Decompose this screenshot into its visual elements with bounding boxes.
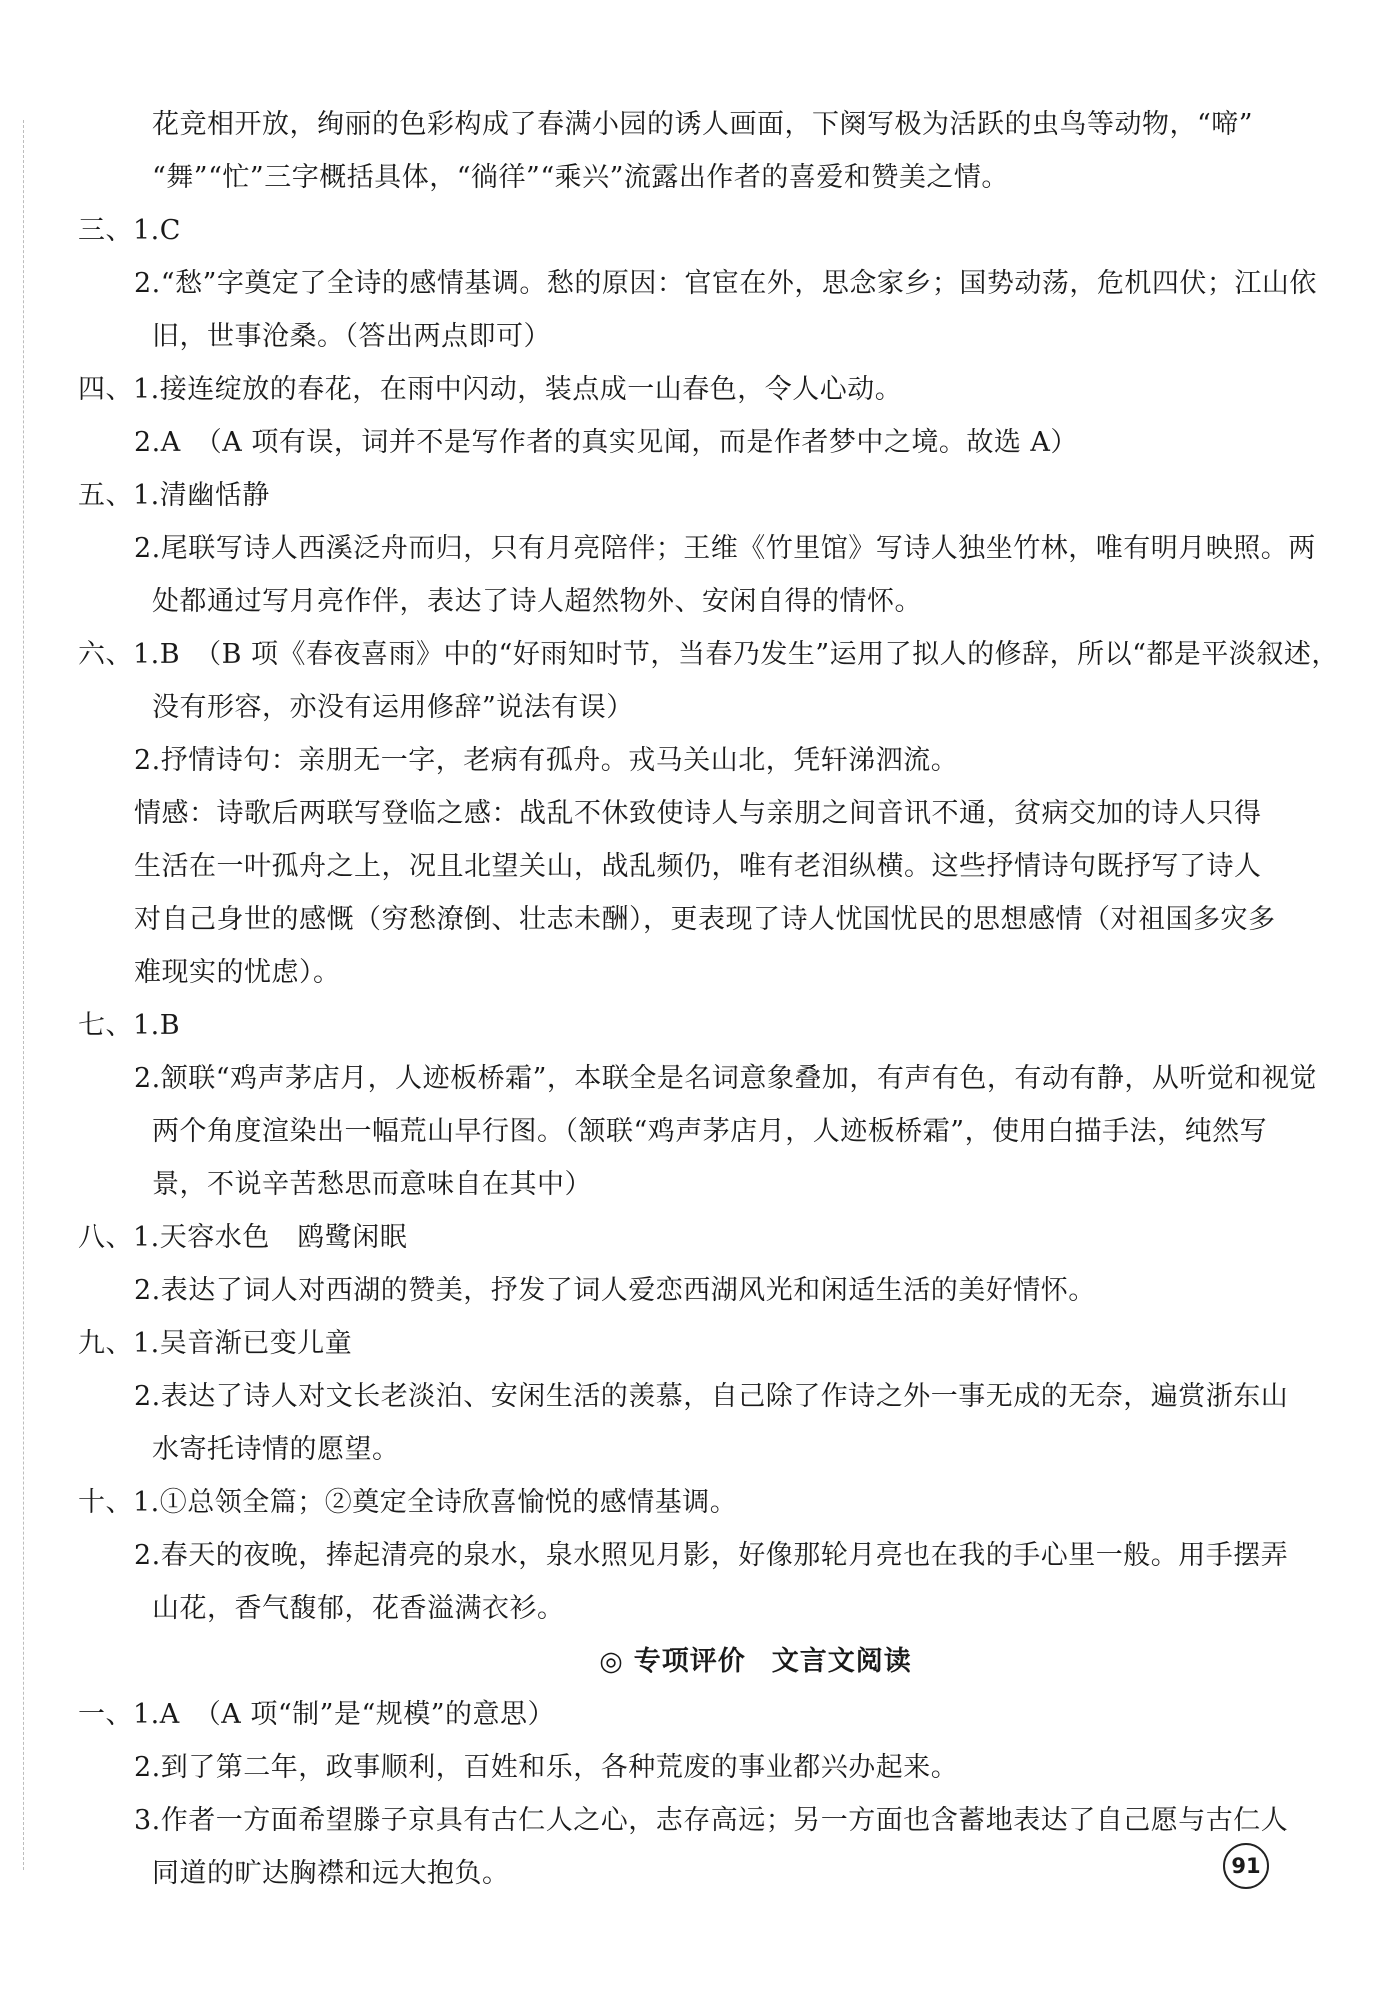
answer-line: 难现实的忧虑）。 bbox=[134, 957, 341, 988]
section-label: 专项评价 bbox=[633, 1646, 746, 1677]
answer-line: 处都通过写月亮作伴，表达了诗人超然物外、安闲自得的情怀。 bbox=[152, 586, 922, 617]
answer-line: 2.到了第二年，政事顺利，百姓和乐，各种荒废的事业都兴办起来。 bbox=[134, 1752, 959, 1783]
answer-line: 四、1.接连绽放的春花，在雨中闪动，装点成一山春色，令人心动。 bbox=[78, 374, 903, 405]
answer-line: 一、1.A （A 项“制”是“规模”的意思） bbox=[78, 1699, 556, 1730]
answer-line: 七、1.B bbox=[78, 1010, 181, 1041]
answer-line: 对自己身世的感慨（穷愁潦倒、壮志未酬），更表现了诗人忧国忧民的思想感情（对祖国多灾多 bbox=[134, 904, 1276, 935]
section-title: 文言文阅读 bbox=[771, 1646, 912, 1677]
answer-line: “舞”“忙”三字概括具体，“徜徉”“乘兴”流露出作者的喜爱和赞美之情。 bbox=[152, 162, 1009, 193]
answer-line: 2.春天的夜晚，捧起清亮的泉水，泉水照见月影，好像那轮月亮也在我的手心里一般。用手摆弄 bbox=[134, 1540, 1289, 1571]
answer-line: 2.A （A 项有误，词并不是写作者的真实见闻，而是作者梦中之境。故选 A） bbox=[134, 427, 1078, 458]
answer-line: 没有形容，亦没有运用修辞”说法有误） bbox=[152, 692, 634, 723]
answer-line: 八、1.天容水色 鸥鹭闲眠 bbox=[78, 1222, 408, 1253]
page-number: 91 bbox=[1223, 1843, 1269, 1889]
answer-line: 2.抒情诗句：亲朋无一字，老病有孤舟。戎马关山北，凭轩涕泗流。 bbox=[134, 745, 959, 776]
answer-line: 两个角度渲染出一幅荒山早行图。（颔联“鸡声茅店月，人迹板桥霜”，使用白描手法，纯然写 bbox=[152, 1116, 1268, 1147]
answer-line: 景，不说辛苦愁思而意味自在其中） bbox=[152, 1169, 592, 1200]
section-mark-icon: ◎ bbox=[599, 1646, 624, 1677]
section-heading bbox=[78, 1635, 1303, 1688]
answer-page bbox=[78, 98, 1339, 1900]
answer-line: 2.表达了词人对西湖的赞美，抒发了词人爱恋西湖风光和闲适生活的美好情怀。 bbox=[134, 1275, 1096, 1306]
answer-line: 花竞相开放，绚丽的色彩构成了春满小园的诱人画面，下阕写极为活跃的虫鸟等动物，“啼” bbox=[152, 109, 1254, 140]
binding-margin-rule bbox=[23, 120, 24, 1870]
answer-line: 2.尾联写诗人西溪泛舟而归，只有月亮陪伴；王维《竹里馆》写诗人独坐竹林，唯有明月映照。两 bbox=[134, 533, 1316, 564]
answer-line: 十、1.①总领全篇；②奠定全诗欣喜愉悦的感情基调。 bbox=[78, 1487, 738, 1518]
answer-line: 旧，世事沧桑。（答出两点即可） bbox=[152, 321, 551, 352]
answer-line: 五、1.清幽恬静 bbox=[78, 480, 270, 511]
answer-line: 同道的旷达胸襟和远大抱负。 bbox=[152, 1858, 510, 1889]
answer-line: 生活在一叶孤舟之上，况且北望关山，战乱频仍，唯有老泪纵横。这些抒情诗句既抒写了诗人 bbox=[134, 851, 1262, 882]
answer-line: 2.“愁”字奠定了全诗的感情基调。愁的原因：官宦在外，思念家乡；国势动荡，危机四伏；江山依 bbox=[134, 268, 1317, 299]
answer-line: 九、1.吴音渐已变儿童 bbox=[78, 1328, 353, 1359]
answer-block-poetry bbox=[78, 98, 1339, 1635]
answer-block-classical bbox=[78, 1688, 1303, 1900]
answer-line: 3.作者一方面希望滕子京具有古仁人之心，志存高远；另一方面也含蓄地表达了自己愿与古仁人 bbox=[134, 1805, 1289, 1836]
answer-line: 情感：诗歌后两联写登临之感：战乱不休致使诗人与亲朋之间音讯不通，贫病交加的诗人只得 bbox=[134, 798, 1262, 829]
answer-line: 六、1.B （B 项《春夜喜雨》中的“好雨知时节，当春乃发生”运用了拟人的修辞，所以“都是平淡叙述， bbox=[78, 639, 1339, 670]
answer-line: 山花，香气馥郁，花香溢满衣衫。 bbox=[152, 1593, 565, 1624]
answer-line: 2.表达了诗人对文长老淡泊、安闲生活的羡慕，自己除了作诗之外一事无成的无奈，遍赏浙东山 bbox=[134, 1381, 1289, 1412]
answer-line: 2.颔联“鸡声茅店月，人迹板桥霜”，本联全是名词意象叠加，有声有色，有动有静，从听觉和视觉 bbox=[134, 1063, 1317, 1094]
answer-line: 水寄托诗情的愿望。 bbox=[152, 1434, 400, 1465]
answer-line: 三、1.C bbox=[78, 215, 181, 246]
